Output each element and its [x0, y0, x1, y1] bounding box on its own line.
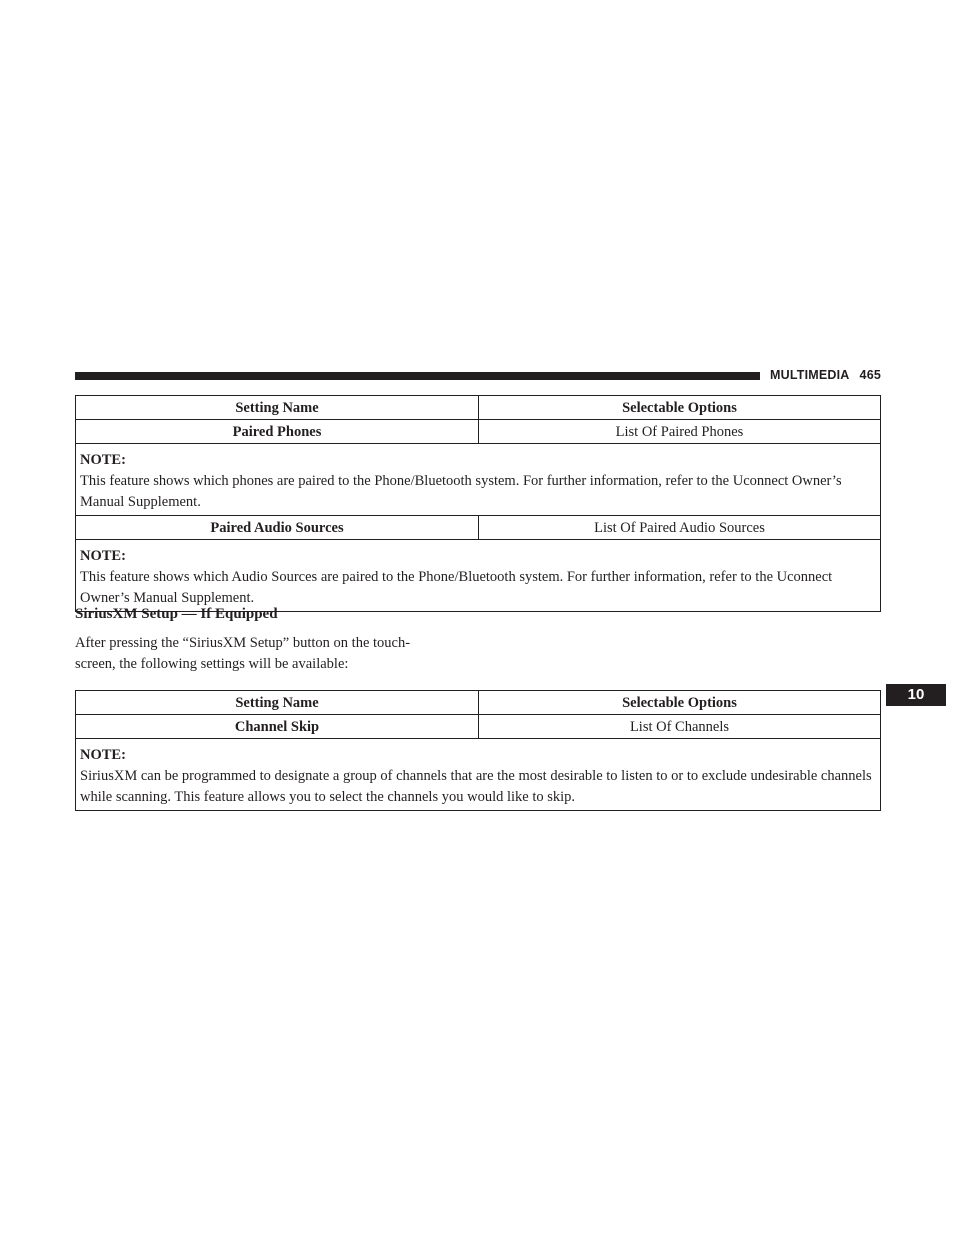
- settings-table-phone: [75, 395, 881, 612]
- section-title: MULTIMEDIA: [770, 368, 850, 382]
- running-header: [770, 368, 881, 382]
- section-body-line: screen, the following settings will be available:: [75, 656, 349, 672]
- section-heading: SiriusXM Setup — If Equipped: [75, 606, 278, 622]
- section-body-line: After pressing the “SiriusXM Setup” button on the touch-: [75, 635, 411, 651]
- setting-option-cell: List Of Paired Phones: [479, 420, 881, 444]
- header-setting-name: Setting Name: [76, 396, 479, 420]
- table-row: [76, 516, 881, 540]
- chapter-tab: 10: [886, 684, 946, 706]
- setting-option-cell: List Of Channels: [479, 715, 881, 739]
- note-row: [76, 540, 881, 612]
- setting-name-cell: Paired Phones: [76, 420, 479, 444]
- setting-name-cell: Channel Skip: [76, 715, 479, 739]
- table-header-row: [76, 691, 881, 715]
- setting-name-cell: Paired Audio Sources: [76, 516, 479, 540]
- note-row: [76, 739, 881, 811]
- table-header-row: [76, 396, 881, 420]
- note-cell: [76, 540, 881, 612]
- note-text: This feature shows which phones are paired to the Phone/Bluetooth system. For further information, refer to the Uconnect Owner’s Manual Supplement.: [80, 473, 842, 510]
- note-text: This feature shows which Audio Sources are paired to the Phone/Bluetooth system. For further information, refer to the Uconnect Owner’s Manual Supplement.: [80, 569, 833, 606]
- note-label: NOTE:: [80, 548, 126, 564]
- header-setting-name: Setting Name: [76, 691, 479, 715]
- note-row: [76, 444, 881, 516]
- note-text: SiriusXM can be programmed to designate a group of channels that are the most desirable to listen to or to exclude undesirable channels while scanning. This feature allows you to select the channels you would like to skip.: [80, 768, 872, 805]
- note-label: NOTE:: [80, 452, 126, 468]
- note-cell: [76, 739, 881, 811]
- setting-option-cell: List Of Paired Audio Sources: [479, 516, 881, 540]
- note-label: NOTE:: [80, 747, 126, 763]
- table-row: [76, 420, 881, 444]
- page-number: 465: [859, 368, 882, 382]
- section-body: [75, 633, 475, 675]
- settings-table-siriusxm: [75, 690, 881, 811]
- header-rule: [75, 372, 760, 380]
- table-row: [76, 715, 881, 739]
- header-selectable-options: Selectable Options: [479, 396, 881, 420]
- note-cell: [76, 444, 881, 516]
- header-selectable-options: Selectable Options: [479, 691, 881, 715]
